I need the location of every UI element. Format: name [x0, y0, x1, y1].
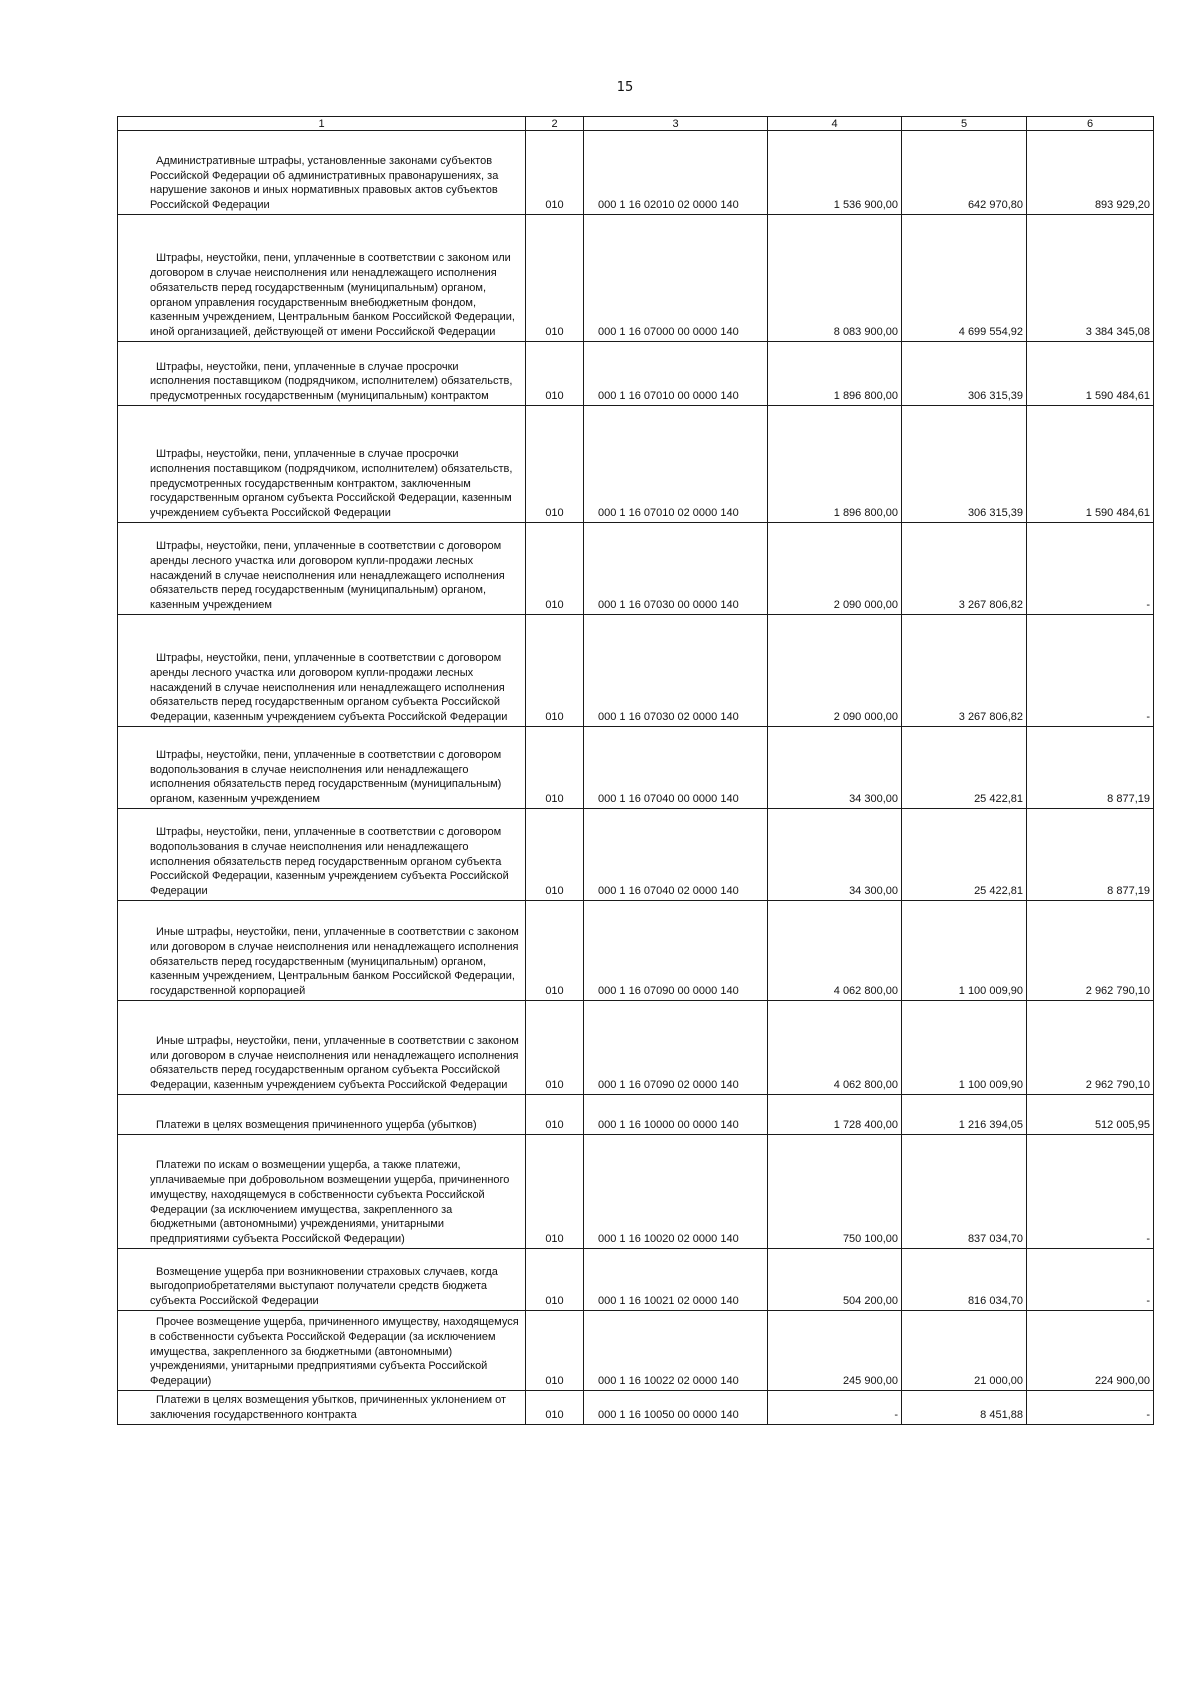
budget-classification-code-cell: 000 1 16 07090 00 0000 140: [584, 901, 768, 1001]
unexecuted-amount-cell: 1 590 484,61: [1027, 342, 1154, 406]
budget-classification-code-cell: 000 1 16 10000 00 0000 140: [584, 1095, 768, 1135]
line-code-cell: 010: [526, 215, 584, 342]
approved-amount-cell: 34 300,00: [768, 809, 902, 901]
executed-amount-cell: 3 267 806,82: [902, 615, 1027, 727]
unexecuted-amount-cell: 1 590 484,61: [1027, 406, 1154, 523]
unexecuted-amount-cell: 2 962 790,10: [1027, 901, 1154, 1001]
line-code-cell: 010: [526, 1249, 584, 1311]
line-code-cell: 010: [526, 523, 584, 615]
table-row: [118, 1095, 1154, 1135]
unexecuted-amount-cell: 893 929,20: [1027, 131, 1154, 215]
budget-classification-code-cell: 000 1 16 10020 02 0000 140: [584, 1135, 768, 1249]
revenue-description: Платежи в целях возмещения убытков, причиненных уклонением от заключения государственного контракта: [150, 1394, 507, 1422]
unexecuted-amount-cell: -: [1027, 1135, 1154, 1249]
revenue-description-cell: [118, 901, 526, 1001]
table-row: [118, 615, 1154, 727]
budget-classification-code-cell: 000 1 16 02010 02 0000 140: [584, 131, 768, 215]
approved-amount-cell: 4 062 800,00: [768, 901, 902, 1001]
revenue-description-cell: [118, 523, 526, 615]
executed-amount-cell: 816 034,70: [902, 1249, 1027, 1311]
revenue-description: Штрафы, неустойки, пени, уплаченные в соответствии с законом или договором в случае неисполнения или ненадлежащего исполнения обязательств перед государственным (муниципальным) органом, органом управления государственным внебюджетным фондом, казенным учреждением, Центральным банком Российской Федерации, иной организацией, действующей от имени Российской Федерации: [150, 252, 515, 339]
table-row: [118, 1001, 1154, 1095]
budget-classification-code-cell: 000 1 16 10021 02 0000 140: [584, 1249, 768, 1311]
approved-amount-cell: 750 100,00: [768, 1135, 902, 1249]
line-code-cell: 010: [526, 901, 584, 1001]
budget-classification-code-cell: 000 1 16 10050 00 0000 140: [584, 1391, 768, 1425]
column-header: 3: [584, 117, 768, 131]
executed-amount-cell: 306 315,39: [902, 342, 1027, 406]
column-header: 5: [902, 117, 1027, 131]
revenue-description-cell: [118, 615, 526, 727]
column-header: 4: [768, 117, 902, 131]
revenue-description-cell: [118, 406, 526, 523]
table-row: [118, 1311, 1154, 1391]
unexecuted-amount-cell: -: [1027, 1391, 1154, 1425]
approved-amount-cell: 1 896 800,00: [768, 406, 902, 523]
revenue-description: Штрафы, неустойки, пени, уплаченные в соответствии с договором аренды лесного участка или договором купли-продажи лесных насаждений в случае неисполнения или ненадлежащего исполнения обязательств перед государственным (муниципальным) органом, казенным учреждением: [150, 540, 505, 612]
revenue-description: Иные штрафы, неустойки, пени, уплаченные в соответствии с законом или договором в случае неисполнения или ненадлежащего исполнения обязательств перед государственным органом субъекта Российской Федерации, казенным учреждением субъекта Российской Федерации: [150, 1034, 519, 1092]
budget-classification-code-cell: 000 1 16 07000 00 0000 140: [584, 215, 768, 342]
executed-amount-cell: 8 451,88: [902, 1391, 1027, 1425]
table-row: [118, 1391, 1154, 1425]
approved-amount-cell: 1 728 400,00: [768, 1095, 902, 1135]
line-code-cell: 010: [526, 809, 584, 901]
unexecuted-amount-cell: -: [1027, 523, 1154, 615]
revenue-description: Штрафы, неустойки, пени, уплаченные в соответствии с договором водопользования в случае неисполнения или ненадлежащего исполнения обязательств перед государственным органом субъекта Российской Федерации, казенным учреждением субъекта Российской Федерации: [150, 826, 509, 898]
executed-amount-cell: 4 699 554,92: [902, 215, 1027, 342]
approved-amount-cell: 8 083 900,00: [768, 215, 902, 342]
line-code-cell: 010: [526, 1311, 584, 1391]
table-row: [118, 131, 1154, 215]
line-code-cell: 010: [526, 406, 584, 523]
revenue-description: Прочее возмещение ущерба, причиненного имуществу, находящемуся в собственности субъекта Российской Федерации (за исключением имущества, закрепленного за бюджетными (автономными) учреждениями, унитарными предприятиями субъекта Российской Федерации): [150, 1316, 519, 1388]
budget-classification-code-cell: 000 1 16 10022 02 0000 140: [584, 1311, 768, 1391]
revenue-description: Штрафы, неустойки, пени, уплаченные в случае просрочки исполнения поставщиком (подрядчиком, исполнителем) обязательств, предусмотренных государственным (муниципальным) контрактом: [150, 360, 513, 403]
executed-amount-cell: 837 034,70: [902, 1135, 1027, 1249]
line-code-cell: 010: [526, 615, 584, 727]
revenue-description-cell: [118, 131, 526, 215]
line-code-cell: 010: [526, 1001, 584, 1095]
revenue-description: Штрафы, неустойки, пени, уплаченные в соответствии с договором аренды лесного участка или договором купли-продажи лесных насаждений в случае неисполнения или ненадлежащего исполнения обязательств перед государственным органом субъекта Российской Федерации, казенным учреждением субъекта Российской Федерации: [150, 652, 508, 724]
column-number-row: [118, 117, 1154, 131]
budget-classification-code-cell: 000 1 16 07030 02 0000 140: [584, 615, 768, 727]
executed-amount-cell: 25 422,81: [902, 727, 1027, 809]
revenue-description-cell: [118, 1135, 526, 1249]
unexecuted-amount-cell: 224 900,00: [1027, 1311, 1154, 1391]
line-code-cell: 010: [526, 1391, 584, 1425]
approved-amount-cell: -: [768, 1391, 902, 1425]
revenue-description: Возмещение ущерба при возникновении страховых случаев, когда выгодоприобретателями выступают получатели средств бюджета субъекта Российской Федерации: [150, 1265, 498, 1308]
budget-classification-code-cell: 000 1 16 07040 00 0000 140: [584, 727, 768, 809]
executed-amount-cell: 1 100 009,90: [902, 901, 1027, 1001]
revenue-description-cell: [118, 1311, 526, 1391]
unexecuted-amount-cell: 8 877,19: [1027, 809, 1154, 901]
table-row: [118, 727, 1154, 809]
unexecuted-amount-cell: 3 384 345,08: [1027, 215, 1154, 342]
budget-classification-code-cell: 000 1 16 07040 02 0000 140: [584, 809, 768, 901]
executed-amount-cell: 642 970,80: [902, 131, 1027, 215]
column-header: 6: [1027, 117, 1154, 131]
line-code-cell: 010: [526, 1095, 584, 1135]
unexecuted-amount-cell: 2 962 790,10: [1027, 1001, 1154, 1095]
unexecuted-amount-cell: 512 005,95: [1027, 1095, 1154, 1135]
approved-amount-cell: 2 090 000,00: [768, 615, 902, 727]
approved-amount-cell: 245 900,00: [768, 1311, 902, 1391]
table-row: [118, 1249, 1154, 1311]
revenue-description-cell: [118, 1095, 526, 1135]
revenue-description: Административные штрафы, установленные законами субъектов Российской Федерации об административных правонарушениях, за нарушение законов и иных нормативных правовых актов субъектов Российской Федерации: [150, 154, 499, 212]
approved-amount-cell: 1 536 900,00: [768, 131, 902, 215]
revenue-description-cell: [118, 1249, 526, 1311]
budget-classification-code-cell: 000 1 16 07030 00 0000 140: [584, 523, 768, 615]
revenue-description-cell: [118, 809, 526, 901]
executed-amount-cell: 3 267 806,82: [902, 523, 1027, 615]
revenue-description-cell: [118, 215, 526, 342]
unexecuted-amount-cell: 8 877,19: [1027, 727, 1154, 809]
revenue-description-cell: [118, 1391, 526, 1425]
line-code-cell: 010: [526, 131, 584, 215]
line-code-cell: 010: [526, 727, 584, 809]
unexecuted-amount-cell: -: [1027, 1249, 1154, 1311]
executed-amount-cell: 25 422,81: [902, 809, 1027, 901]
revenue-description: Платежи в целях возмещения причиненного ущерба (убытков): [156, 1119, 477, 1132]
table-row: [118, 523, 1154, 615]
table-row: [118, 215, 1154, 342]
executed-amount-cell: 1 216 394,05: [902, 1095, 1027, 1135]
revenue-description: Иные штрафы, неустойки, пени, уплаченные в соответствии с законом или договором в случае неисполнения или ненадлежащего исполнения обязательств перед государственным (муниципальным) органом, казенным учреждением, Центральным банком Российской Федерации, государственной корпорацией: [150, 926, 519, 998]
revenue-description-cell: [118, 342, 526, 406]
line-code-cell: 010: [526, 342, 584, 406]
table-row: [118, 809, 1154, 901]
revenue-table: [117, 116, 1154, 1425]
page-number: 15: [616, 80, 634, 95]
line-code-cell: 010: [526, 1135, 584, 1249]
revenue-description-cell: [118, 1001, 526, 1095]
approved-amount-cell: 504 200,00: [768, 1249, 902, 1311]
revenue-description: Платежи по искам о возмещении ущерба, а также платежи, уплачиваемые при добровольном возмещении ущерба, причиненного имуществу, находящемуся в собственности субъекта Российской Федерации (за исключением имущества, закрепленного за бюджетными (автономными) учреждениями, унитарными предприятиями субъекта Российской Федерации): [150, 1159, 510, 1246]
budget-classification-code-cell: 000 1 16 07090 02 0000 140: [584, 1001, 768, 1095]
table-row: [118, 342, 1154, 406]
approved-amount-cell: 34 300,00: [768, 727, 902, 809]
table-body: [118, 131, 1154, 1425]
approved-amount-cell: 2 090 000,00: [768, 523, 902, 615]
table-row: [118, 406, 1154, 523]
executed-amount-cell: 306 315,39: [902, 406, 1027, 523]
revenue-description-cell: [118, 727, 526, 809]
unexecuted-amount-cell: -: [1027, 615, 1154, 727]
table-row: [118, 1135, 1154, 1249]
table-row: [118, 901, 1154, 1001]
executed-amount-cell: 1 100 009,90: [902, 1001, 1027, 1095]
column-header: 2: [526, 117, 584, 131]
approved-amount-cell: 1 896 800,00: [768, 342, 902, 406]
budget-classification-code-cell: 000 1 16 07010 02 0000 140: [584, 406, 768, 523]
revenue-description: Штрафы, неустойки, пени, уплаченные в случае просрочки исполнения поставщиком (подрядчиком, исполнителем) обязательств, предусмотренных государственным контрактом, заключенным государственным органом субъекта Российской Федерации, казенным учреждением субъекта Российской Федерации: [150, 448, 513, 520]
column-header: 1: [118, 117, 526, 131]
revenue-description: Штрафы, неустойки, пени, уплаченные в соответствии с договором водопользования в случае неисполнения или ненадлежащего исполнения обязательств перед государственным (муниципальным) органом, казенным учреждением: [150, 748, 502, 806]
approved-amount-cell: 4 062 800,00: [768, 1001, 902, 1095]
budget-classification-code-cell: 000 1 16 07010 00 0000 140: [584, 342, 768, 406]
executed-amount-cell: 21 000,00: [902, 1311, 1027, 1391]
